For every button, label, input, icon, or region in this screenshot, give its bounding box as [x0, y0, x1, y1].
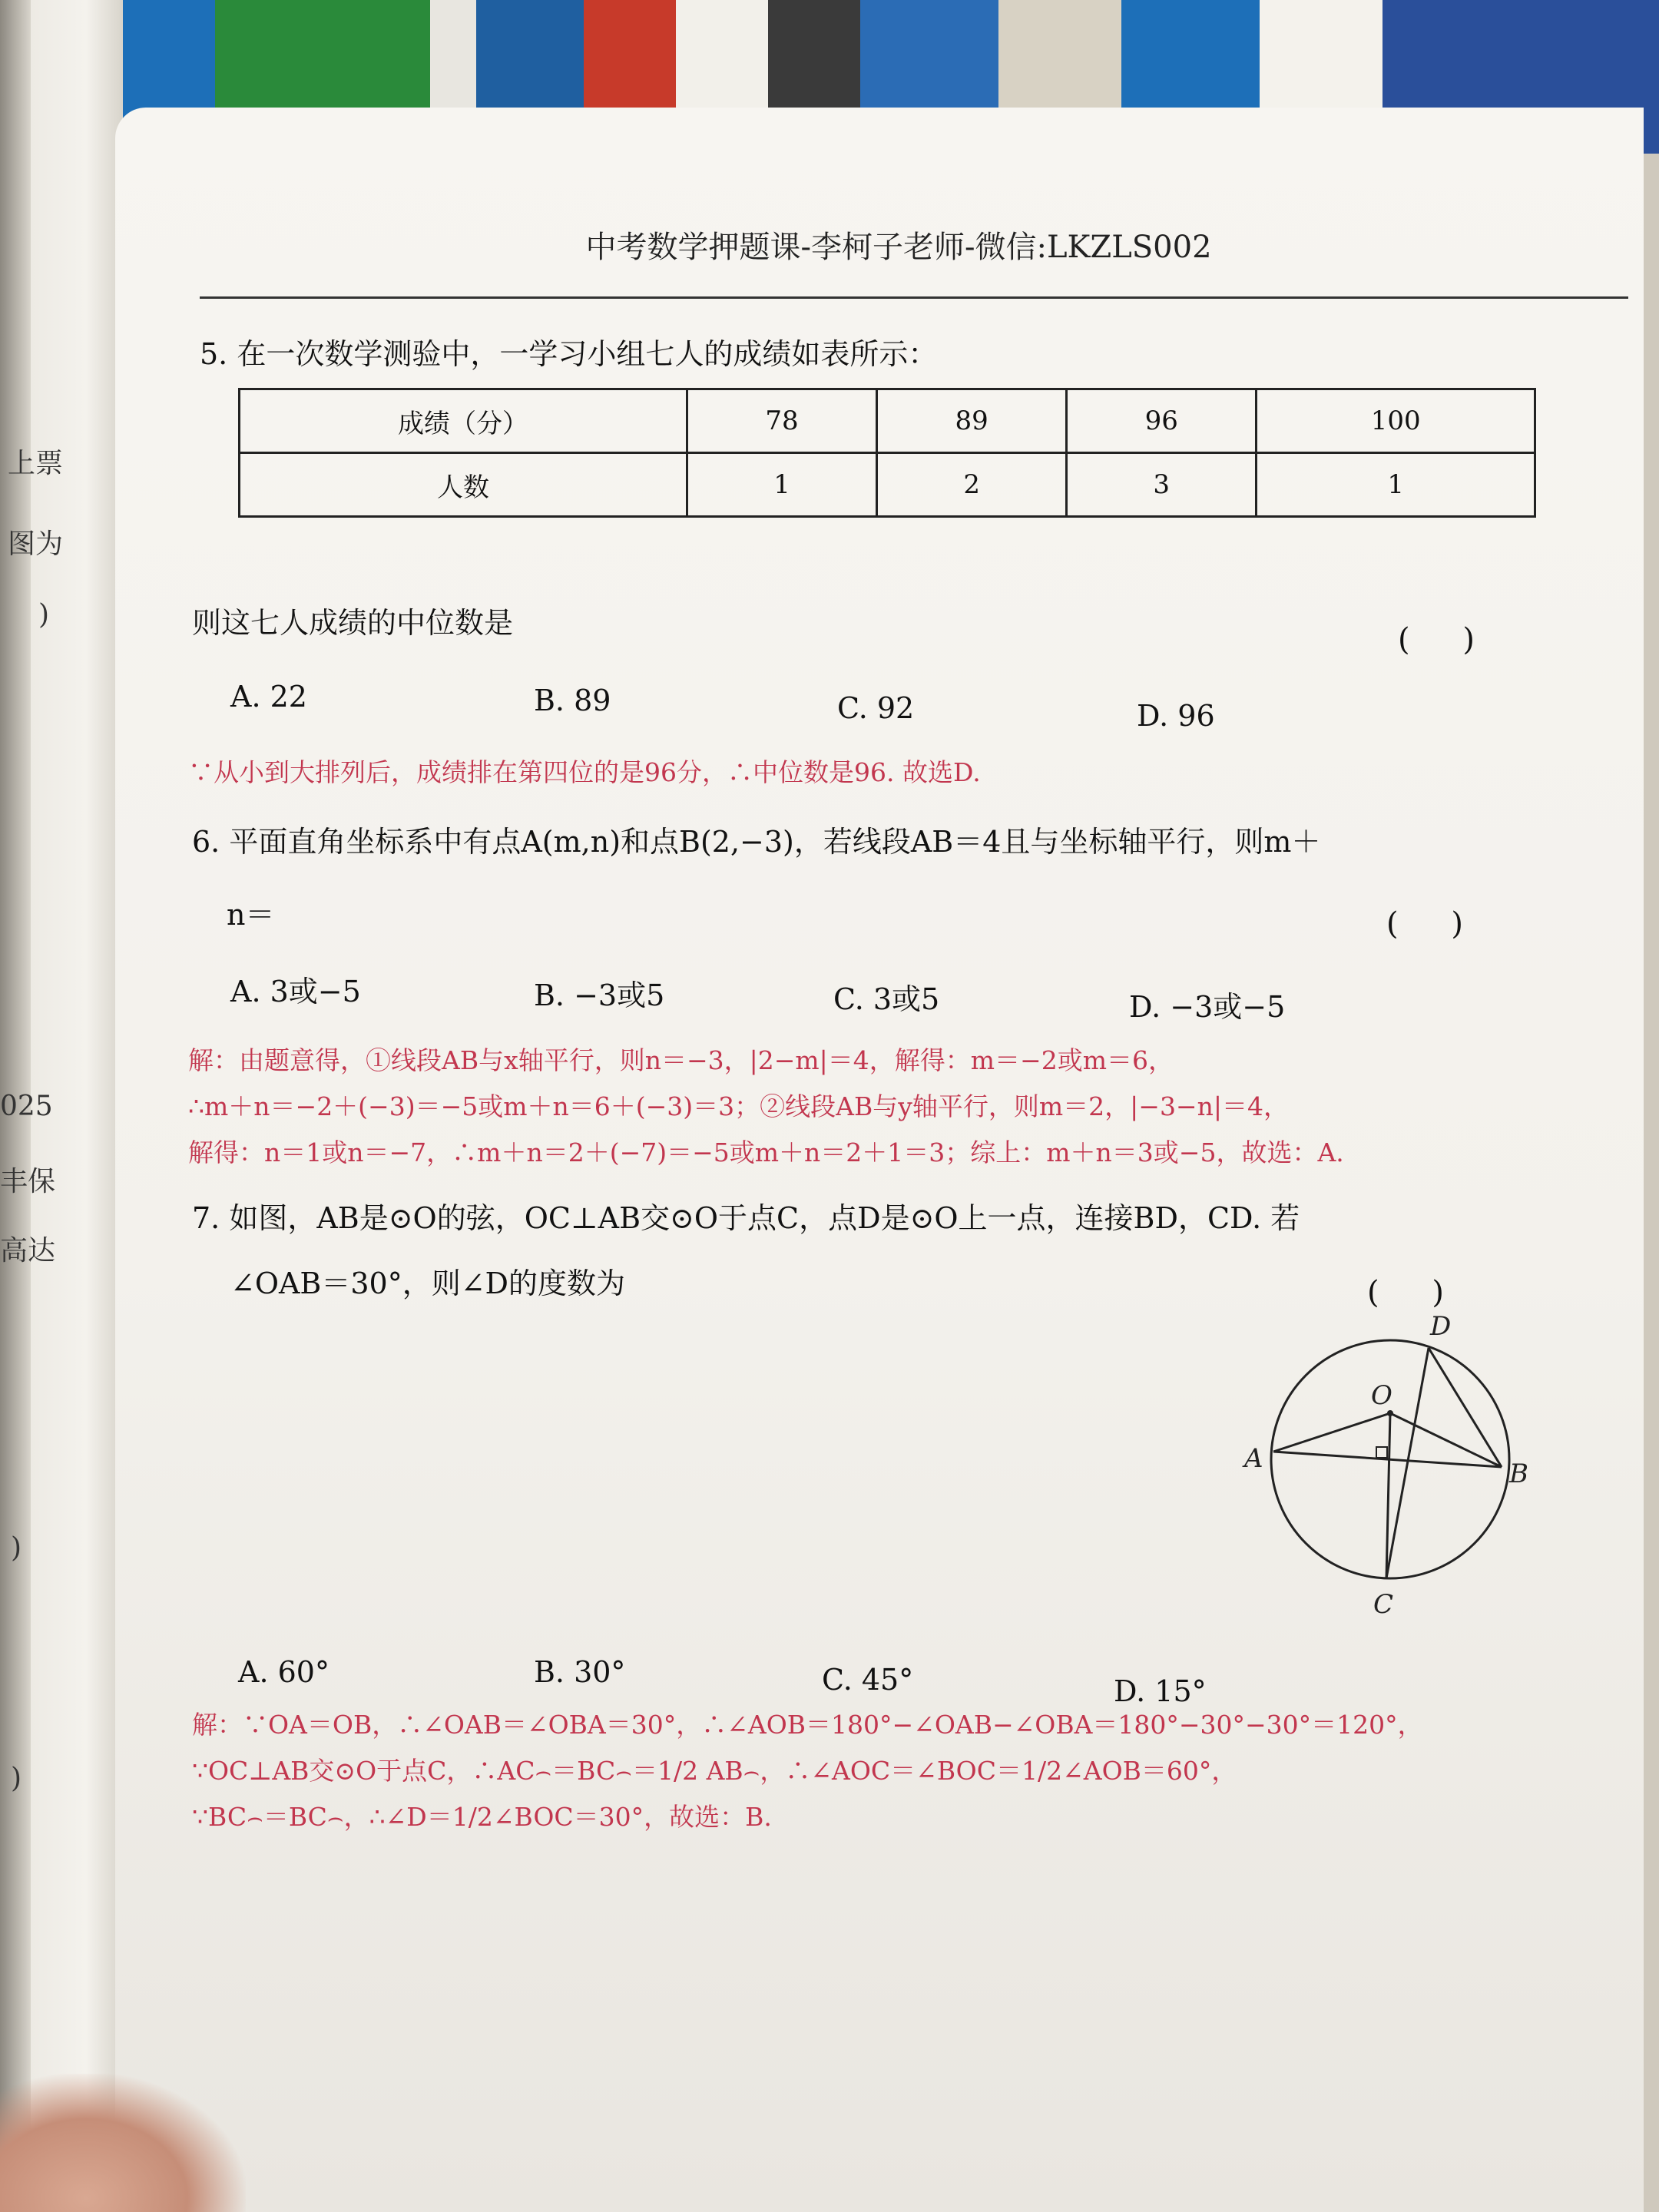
q6-solution-line: ∴m＋n＝−2＋(−3)＝−5或m＋n＝6＋(−3)＝3；②线段AB与y轴平行，则m＝2，|−3−n|＝4， — [188, 1091, 1289, 1121]
page-header: 中考数学押题课-李柯子老师-微信:LKZLS002 — [585, 230, 1212, 265]
circle-geometry-figure — [1229, 1306, 1551, 1628]
q7-solution-line: ∵OC⊥AB交⊙O于点C，∴AC⌢＝BC⌢＝1/2 AB⌢，∴∠AOC＝∠BOC＝1/2∠AOB＝60°， — [192, 1756, 1237, 1786]
table-cell: 3 — [1067, 453, 1257, 517]
q7-option-b: B. 30° — [534, 1655, 626, 1689]
q6-option-b: B. −3或5 — [534, 979, 665, 1012]
q5-option-a: A. 22 — [230, 680, 307, 714]
left-fragment: ) — [38, 599, 50, 631]
q7-option-c: C. 45° — [822, 1663, 914, 1697]
table-cell: 96 — [1067, 389, 1257, 453]
segment-cd — [1386, 1348, 1429, 1578]
segment-oa — [1273, 1413, 1390, 1452]
q5-solution: ∵从小到大排列后，成绩排在第四位的是96分，∴中位数是96. 故选D. — [188, 757, 981, 787]
table-cell: 89 — [877, 389, 1067, 453]
table-row — [240, 453, 1535, 517]
label-b: B — [1509, 1459, 1528, 1489]
label-c: C — [1373, 1589, 1394, 1620]
left-fragment: 025 — [0, 1091, 53, 1122]
center-point — [1387, 1410, 1393, 1416]
left-fragment: 丰保 — [0, 1166, 56, 1197]
q7-line2: ∠OAB＝30°，则∠D的度数为 — [230, 1267, 626, 1300]
q7-answer-paren: ( ) — [1367, 1275, 1465, 1310]
q6-line1: 6. 平面直角坐标系中有点A(m,n)和点B(2,−3)，若线段AB＝4且与坐标轴平行，则m＋ — [192, 825, 1321, 859]
header-rule — [200, 296, 1628, 299]
q7-solution-line: 解：∵OA＝OB，∴∠OAB＝∠OBA＝30°，∴∠AOB＝180°−∠OAB−∠OBA＝180°−30°−30°＝120°， — [192, 1710, 1423, 1740]
thumb — [0, 2074, 246, 2212]
table-cell: 100 — [1257, 389, 1535, 453]
table-row — [240, 389, 1535, 453]
q6-solution-line: 解：由题意得，①线段AB与x轴平行，则n＝−3，|2−m|＝4，解得：m＝−2或m＝6， — [188, 1045, 1174, 1075]
q5-option-b: B. 89 — [534, 684, 611, 717]
q6-option-a: A. 3或−5 — [230, 975, 361, 1008]
q5-question: 则这七人成绩的中位数是 — [192, 606, 514, 640]
book-page — [115, 108, 1644, 2212]
q5-answer-paren: ( ) — [1398, 622, 1496, 657]
left-fragment: 高达 — [0, 1235, 56, 1267]
left-fragment: 图为 — [8, 528, 64, 560]
table-header-cell: 成绩（分） — [240, 389, 687, 453]
q6-answer-paren: ( ) — [1386, 906, 1485, 942]
label-d: D — [1430, 1311, 1452, 1342]
left-fragment: ) — [11, 1763, 22, 1794]
right-angle-mark — [1376, 1447, 1387, 1458]
q6-option-d: D. −3或−5 — [1129, 990, 1286, 1024]
q5-stem: 5. 在一次数学测验中，一学习小组七人的成绩如表所示： — [200, 337, 938, 371]
label-a: A — [1244, 1443, 1263, 1474]
q6-solution-line: 解得：n＝1或n＝−7，∴m＋n＝2＋(−7)＝−5或m＋n＝2＋1＝3；综上：m＋n＝3或−5，故选：A. — [188, 1137, 1344, 1167]
q7-solution-line: ∵BC⌢＝BC⌢，∴∠D＝1/2∠BOC＝30°，故选：B. — [192, 1802, 772, 1832]
table-header-cell: 人数 — [240, 453, 687, 517]
q5-score-table — [238, 388, 1536, 518]
left-fragment: 上票 — [8, 448, 64, 479]
q6-line2: n＝ — [227, 898, 275, 932]
segment-oc — [1386, 1413, 1390, 1578]
label-o: O — [1371, 1380, 1392, 1411]
q5-option-d: D. 96 — [1137, 699, 1215, 733]
q7-option-a: A. 60° — [238, 1655, 329, 1689]
q7-line1: 7. 如图，AB是⊙O的弦，OC⊥AB交⊙O于点C，点D是⊙O上一点，连接BD，CD. 若 — [192, 1201, 1300, 1235]
table-cell: 78 — [687, 389, 877, 453]
left-fragment: ) — [11, 1532, 22, 1564]
q6-option-c: C. 3或5 — [833, 982, 940, 1016]
q5-option-c: C. 92 — [837, 691, 915, 725]
q7-option-d: D. 15° — [1114, 1674, 1207, 1708]
left-page — [0, 0, 123, 2212]
table-cell: 1 — [1257, 453, 1535, 517]
table-cell: 1 — [687, 453, 877, 517]
table-cell: 2 — [877, 453, 1067, 517]
